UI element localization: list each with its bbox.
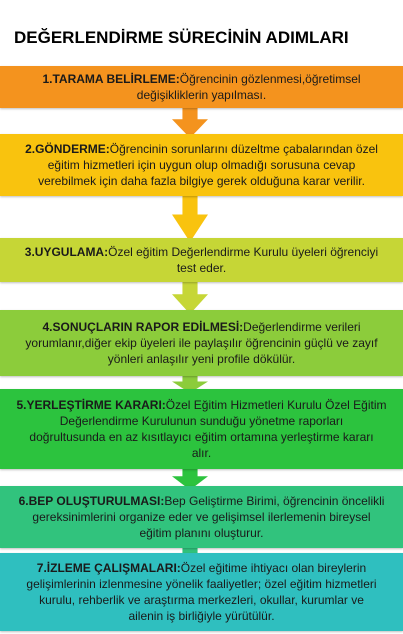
step-label: 2.GÖNDERME: xyxy=(25,142,110,156)
step-line: değişikliklerin yapılması. xyxy=(136,88,267,102)
step-box-2 xyxy=(0,134,403,196)
step-line xyxy=(19,493,385,509)
step-label: 6.BEP OLUŞTURULMASI: xyxy=(18,494,165,508)
step-line xyxy=(37,560,366,576)
step-line: verebilmek için daha fazla bilgiye gerek olduğuna karar verilir. xyxy=(38,174,365,188)
step-label: 4.SONUÇLARIN RAPOR EDİLMESİ: xyxy=(42,320,244,334)
down-arrow-2 xyxy=(172,192,208,242)
step-line: gelişimlerinin izlenmesine yönelik faaliyetler; özel eğitim hizmetleri xyxy=(26,577,377,591)
step-label: 3.UYGULAMA: xyxy=(24,245,109,259)
step-box-4 xyxy=(0,310,403,376)
step-line: Değerlendirme Kurulunun sunduğu yönetme raporları xyxy=(59,414,344,428)
step-line: yönleri anlaşılır yeni profile dökülür. xyxy=(107,352,296,366)
down-arrow-1 xyxy=(172,104,208,138)
step-line: yorumlanır,diğer ekip üyeleri ile paylaşılır öğrencinin güçlü ve zayıf xyxy=(25,336,378,350)
step-text: Öğrencinin sorunlarını düzeltme çabalarından özel xyxy=(109,142,378,156)
step-box-7 xyxy=(0,553,403,631)
step-text: Özel Eğitim Hizmetleri Kurulu Özel Eğitim xyxy=(165,398,387,412)
step-label: 7.İZLEME ÇALIŞMALARI: xyxy=(36,561,181,575)
step-label: 1.TARAMA BELİRLEME: xyxy=(42,72,180,86)
step-line xyxy=(25,141,378,157)
step-text: Özel eğitime ihtiyacı olan bireylerin xyxy=(180,561,367,575)
step-line xyxy=(16,397,386,413)
step-text: Bep Geliştirme Birimi, öğrencinin öncelikli xyxy=(164,494,385,508)
step-line: alır. xyxy=(191,446,212,460)
step-line: eğitim planını oluşturur. xyxy=(139,526,264,540)
step-box-1 xyxy=(0,66,403,108)
step-box-6 xyxy=(0,486,403,548)
step-text: Özel eğitim Değerlendirme Kurulu üyeleri öğrenciyi xyxy=(108,245,379,259)
step-line: ailenin iş birliğiyle yürütülür. xyxy=(128,609,275,623)
step-line: kurulu, rehberlik ve araştırma merkezleri, okullar, kurumlar ve xyxy=(39,593,364,607)
step-line: test eder. xyxy=(176,261,227,275)
step-line: gereksinimlerini organize eder ve gelişimsel ilerlemenin bireysel xyxy=(32,510,371,524)
step-line xyxy=(42,71,360,87)
step-text: Öğrencinin gözlenmesi,öğretimsel xyxy=(179,72,361,86)
step-line xyxy=(25,244,378,260)
step-box-3 xyxy=(0,238,403,282)
step-box-5 xyxy=(0,389,403,469)
step-line: eğitim hizmetleri için uygun olup olmadığı sorusuna cevap xyxy=(47,158,356,172)
down-arrow-3 xyxy=(172,278,208,314)
step-label: 5.YERLEŞTİRME KARARI: xyxy=(16,398,166,412)
diagram-title: DEĞERLENDİRME SÜRECİNİN ADIMLARI xyxy=(14,28,349,47)
step-text: Değerlendirme verileri xyxy=(243,320,361,334)
step-line xyxy=(42,319,360,335)
step-line: doğrultusunda en az kısıtlayıcı eğitim ortamına yerleştirme kararı xyxy=(29,430,374,444)
